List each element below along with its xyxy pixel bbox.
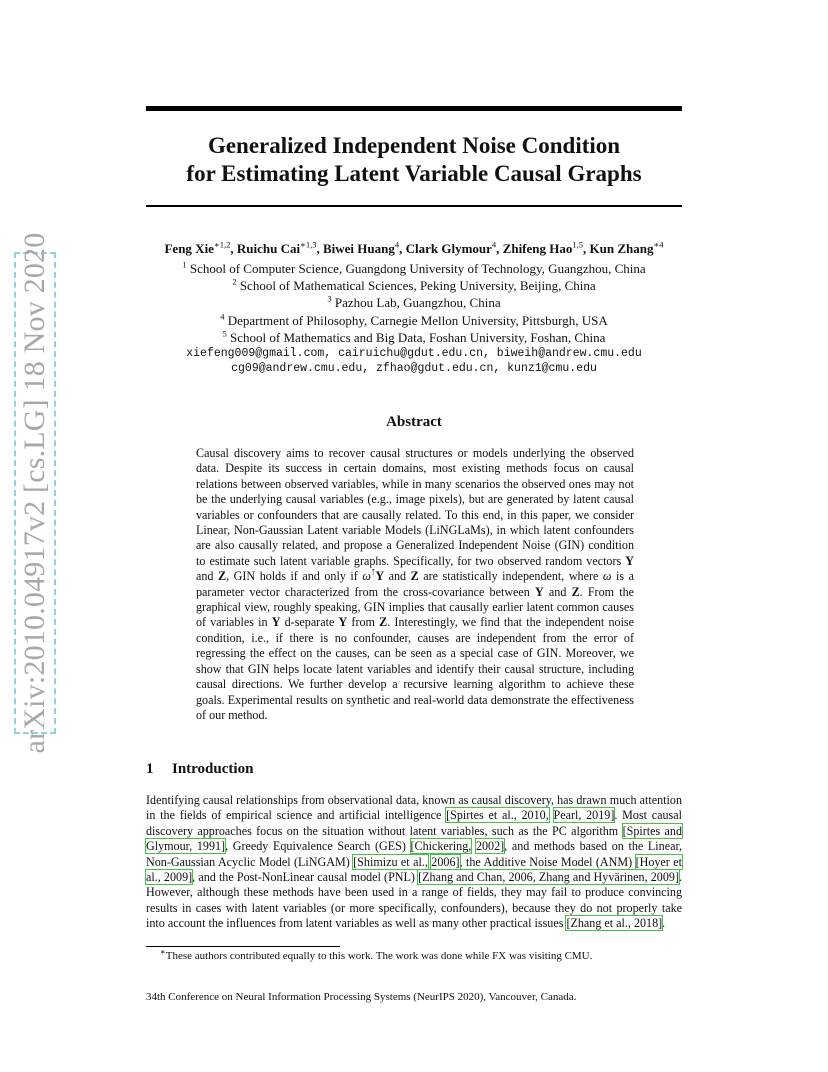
- title-line-1: Generalized Independent Noise Condition: [207, 133, 621, 158]
- affiliation-text: School of Mathematical Sciences, Peking University, Beijing, China: [239, 278, 596, 293]
- omega-symbol: ω: [362, 569, 371, 584]
- affiliation-text: Pazhou Lab, Guangzhou, China: [334, 295, 501, 310]
- vector-z: Z: [410, 569, 419, 584]
- section-number: 1: [146, 761, 154, 777]
- author-affil: ∗1,2: [213, 239, 231, 250]
- omega-symbol: ω: [602, 569, 612, 584]
- section-title: Introduction: [172, 761, 254, 777]
- section-heading: [146, 761, 253, 778]
- affiliation-num: 5: [222, 328, 227, 339]
- author-name: Kun Zhang: [589, 241, 654, 256]
- author-name: Feng Xie: [164, 241, 214, 256]
- vector-z: Z: [379, 615, 388, 630]
- abstract-span: , GIN holds if and only if: [226, 569, 363, 584]
- author-affil: 4: [491, 239, 497, 250]
- intro-span: , Greedy Equivalence Search (GES): [225, 839, 411, 854]
- arxiv-stamp[interactable]: arXiv:2010.04917v2 [cs.LG] 18 Nov 2020: [18, 232, 51, 754]
- email-line-2[interactable]: cg09@andrew.cmu.edu, zfhao@gdut.edu.cn, kunz1@cmu.edu: [231, 362, 597, 375]
- footnote-mark: ∗: [160, 946, 166, 957]
- email-line-1[interactable]: xiefeng009@gmail.com, cairuichu@gdut.edu.cn, biweih@andrew.cmu.edu: [186, 347, 642, 360]
- affiliation-num: 3: [327, 293, 332, 304]
- citation-link[interactable]: 2002]: [475, 839, 505, 854]
- affiliation-text: Department of Philosophy, Carnegie Mellon University, Pittsburgh, USA: [227, 313, 608, 328]
- citation-link[interactable]: [Spirtes et al., 2010,: [446, 808, 549, 823]
- title-line-2: for Estimating Latent Variable Causal Graphs: [186, 161, 642, 186]
- intro-span: , the Additive Noise Model (ANM): [459, 854, 636, 869]
- author-affil: ∗4: [653, 239, 664, 250]
- affiliation-3: [100, 295, 728, 311]
- author-name: Zhifeng Hao: [502, 241, 573, 256]
- conference-note: 34th Conference on Neural Information Processing Systems (NeurIPS 2020), Vancouver, Canada.: [146, 991, 577, 1003]
- abstract-span: from: [347, 615, 380, 630]
- footnote-rule: [146, 946, 340, 947]
- author-name: Clark Glymour: [405, 241, 492, 256]
- title-bottom-rule: [146, 205, 682, 207]
- affiliation-num: 1: [182, 259, 187, 270]
- author-list: Feng Xie$^{∗1,2}$, Ruichu Cai$^{∗1,3}$, Biwei Huang$^4$, Clark Glymour$^4$, Zhifeng Hao$^{1,5}$, Kun Zhang$^{∗4}$: [164, 239, 664, 256]
- citation-link[interactable]: 2006]: [431, 854, 460, 869]
- abstract-span: Causal discovery aims to recover causal structures or models underlying the observed data. Despite its success in certain domains, most existing methods focus on causal relations between observed variables, while in many scenarios the observed ones may not be the underlying causal variables (e.g., image pixels), but are generated by latent causal variables or confounders that are causally related. To this end, in this paper, we consider Linear, Non-Gaussian Latent variable Models (LiNGLaMs), in which latent confounders are also causally related, and propose a Generalized Independent Noise (GIN) condition to estimate such latent variable graphs. Specifically, for two observed random vectors: [196, 446, 634, 568]
- vector-z: Z: [218, 569, 227, 584]
- footnote: [160, 946, 593, 962]
- citation-link[interactable]: [Shimizu et al.,: [353, 854, 428, 869]
- abstract-span: is a parameter vector characterized from the cross-covariance between: [196, 569, 634, 599]
- author-affil: ∗1,3: [300, 239, 317, 250]
- intro-span: , and the Post-NonLinear causal model (PNL): [192, 870, 419, 885]
- abstract-span: d-separate: [280, 615, 339, 630]
- vector-z: Z: [571, 584, 580, 599]
- abstract-text: [196, 446, 634, 723]
- affiliation-text: School of Computer Science, Guangdong University of Technology, Guangzhou, China: [189, 261, 646, 276]
- affiliation-5: [100, 330, 728, 346]
- affiliation-text: School of Mathematics and Big Data, Foshan University, Foshan, China: [230, 330, 606, 345]
- abstract-span: and: [543, 584, 572, 599]
- vector-y: Y: [271, 615, 281, 630]
- footnote-text: These authors contributed equally to this work. The work was done while FX was visiting CMU.: [165, 950, 593, 962]
- paper-title: [146, 132, 682, 188]
- abstract-span: and: [196, 569, 219, 584]
- author-name: Biwei Huang: [322, 241, 395, 256]
- author-affil: 4: [394, 239, 400, 250]
- abstract-heading: Abstract: [386, 414, 442, 430]
- intro-span: . Most causal discovery approaches focus on the situation without latent variables, such as the PC algorithm: [146, 808, 682, 838]
- citation-link[interactable]: [Chickering,: [410, 839, 472, 854]
- citation-link[interactable]: [Spirtes and Glymour, 1991]: [146, 823, 683, 854]
- intro-span: .: [662, 916, 666, 931]
- abstract-span: are statistically independent, where: [418, 569, 603, 584]
- citation-link[interactable]: [Zhang et al., 2018]: [566, 916, 663, 931]
- vector-y: Y: [535, 584, 544, 599]
- vector-y: Y: [375, 569, 385, 584]
- transpose-symbol: ⊺: [370, 567, 376, 578]
- abstract-span: . From the graphical view, roughly speaking, GIN implies that causally earlier latent common causes of variables in: [196, 584, 634, 630]
- affiliation-num: 2: [232, 276, 237, 287]
- citation-link[interactable]: [Hoyer et al., 2009]: [146, 854, 682, 885]
- citation-link[interactable]: Pearl, 2019]: [553, 808, 615, 823]
- author-name: Ruichu Cai: [236, 241, 301, 256]
- vector-y: Y: [338, 615, 348, 630]
- abstract-span: and: [384, 569, 411, 584]
- affiliation-4: [100, 313, 728, 329]
- affiliation-num: 4: [220, 311, 225, 322]
- citation-link[interactable]: [Zhang and Chan, 2006, Zhang and Hyvärinen, 2009]: [418, 870, 679, 885]
- affiliation-1: [100, 261, 728, 277]
- abstract-span: . Interestingly, we find that the independent noise condition, i.e., if there is no confounder, causes are independent from the error of regressing the effect on the causes, can be seen as a special case of GIN. Moreover, we show that GIN helps locate latent variables and identify their causal structure, including causal directions. We further develop a recursive learning algorithm to achieve these goals. Experimental results on synthetic and real-world data demonstrate the effectiveness of our method.: [196, 615, 635, 722]
- author-affil: 1,5: [572, 239, 584, 250]
- intro-span: Identifying causal relationships from observational data, known as causal discovery, has drawn much attention in the fields of empirical science and artificial intelligence: [146, 793, 682, 823]
- affiliation-2: [100, 278, 728, 294]
- intro-span: , and methods based on the Linear, Non-Gaussian Acyclic Model (LiNGAM): [146, 839, 683, 869]
- intro-span: . However, although these methods have been used in a range of fields, they may fail to produce convincing results in cases with latent variables (or more specifically, confounders), because they do not properly take into account the influences from latent variables as well as many other practical issues: [146, 870, 683, 931]
- intro-paragraph: [146, 793, 682, 932]
- title-top-rule: [146, 106, 682, 111]
- vector-y: Y: [625, 553, 634, 568]
